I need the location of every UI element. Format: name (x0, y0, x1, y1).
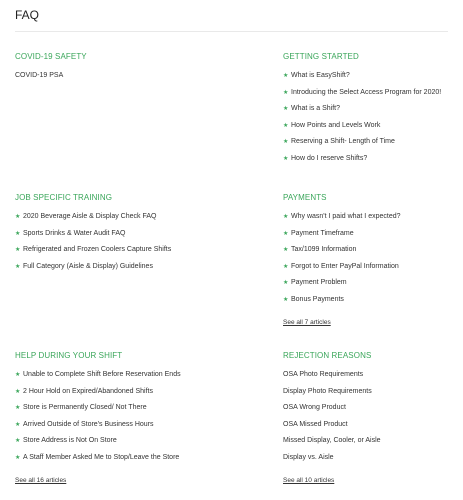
article-link[interactable] (15, 229, 195, 246)
article-link[interactable] (283, 436, 463, 453)
article-link[interactable] (15, 436, 195, 453)
star-icon: ★ (283, 280, 289, 286)
star-icon: ★ (283, 296, 289, 303)
section-rejection-reasons (283, 351, 463, 487)
article-link[interactable] (15, 387, 195, 404)
article-link[interactable] (283, 295, 463, 312)
article-list (15, 71, 195, 88)
star-icon: ★ (15, 263, 21, 270)
article-link[interactable] (15, 71, 195, 88)
article-title: Why wasn't I paid what I expected? (291, 213, 401, 220)
article-link[interactable] (283, 212, 463, 229)
article-title: Display Photo Requirements (283, 387, 372, 395)
article-title: Payment Problem (291, 279, 347, 286)
page-title: FAQ (15, 8, 40, 22)
section-help-during-shift (15, 351, 195, 487)
see-all-link[interactable]: See all 16 articles (15, 477, 67, 484)
section-heading[interactable]: JOB SPECIFIC TRAINING (15, 193, 113, 202)
section-covid-safety (15, 52, 195, 88)
section-heading[interactable]: COVID-19 SAFETY (15, 52, 87, 61)
article-title: A Staff Member Asked Me to Stop/Leave the Store (23, 453, 180, 461)
star-icon: ★ (283, 247, 289, 253)
section-heading[interactable]: PAYMENTS (283, 193, 327, 202)
article-title: How do I reserve Shifts? (291, 154, 368, 162)
article-link[interactable] (15, 453, 195, 470)
star-icon: ★ (15, 372, 21, 378)
article-link[interactable] (283, 278, 463, 295)
article-link[interactable] (15, 245, 195, 262)
star-icon: ★ (15, 230, 21, 237)
article-link[interactable] (283, 387, 463, 404)
article-link[interactable] (15, 262, 195, 279)
article-title: OSA Photo Requirements (283, 371, 364, 378)
article-title: OSA Wrong Product (283, 404, 346, 411)
article-link[interactable] (15, 370, 195, 387)
article-title: What is a Shift? (291, 105, 341, 112)
article-title: Display vs. Aisle (283, 453, 334, 461)
article-link[interactable] (283, 121, 463, 138)
star-icon: ★ (283, 214, 289, 220)
star-icon: ★ (283, 139, 289, 145)
article-link[interactable] (15, 212, 195, 229)
section-heading[interactable]: HELP DURING YOUR SHIFT (15, 351, 123, 360)
star-icon: ★ (15, 214, 21, 220)
article-link[interactable] (283, 453, 463, 470)
star-icon: ★ (283, 73, 289, 79)
article-title: Refrigerated and Frozen Coolers Capture Shifts (23, 246, 172, 253)
star-icon: ★ (15, 454, 21, 461)
article-title: 2020 Beverage Aisle & Display Check FAQ (23, 213, 157, 220)
star-icon: ★ (15, 405, 21, 411)
article-list (15, 212, 195, 278)
article-link[interactable] (283, 154, 463, 171)
section-payments (283, 193, 463, 329)
article-link[interactable] (283, 370, 463, 387)
article-title: Unable to Complete Shift Before Reservation Ends (23, 371, 181, 378)
article-title: Bonus Payments (291, 295, 344, 303)
star-icon: ★ (283, 106, 289, 112)
article-title: Tax/1099 Information (291, 246, 357, 253)
article-title: Introducing the Select Access Program for 2020! (291, 88, 442, 96)
star-icon: ★ (283, 89, 289, 96)
article-title: Forgot to Enter PayPal Information (291, 262, 399, 270)
article-list (283, 212, 463, 311)
section-job-specific-training (15, 193, 195, 278)
see-all-link[interactable]: See all 10 articles (283, 477, 335, 484)
star-icon: ★ (15, 388, 21, 395)
article-title: 2 Hour Hold on Expired/Abandoned Shifts (23, 387, 153, 395)
see-all-link[interactable]: See all 7 articles (283, 319, 331, 326)
section-getting-started (283, 52, 463, 170)
star-icon: ★ (15, 438, 21, 444)
star-icon: ★ (283, 230, 289, 237)
article-title: How Points and Levels Work (291, 121, 381, 129)
article-title: Full Category (Aisle & Display) Guidelines (23, 262, 153, 270)
star-icon: ★ (283, 263, 289, 270)
article-title: Missed Display, Cooler, or Aisle (283, 437, 381, 444)
article-link[interactable] (283, 245, 463, 262)
article-title: COVID-19 PSA (15, 72, 64, 79)
article-title: Payment Timeframe (291, 229, 354, 237)
article-link[interactable] (15, 420, 195, 437)
article-link[interactable] (283, 88, 463, 105)
star-icon: ★ (15, 421, 21, 428)
article-link[interactable] (283, 71, 463, 88)
article-list (283, 71, 463, 170)
article-title: Arrived Outside of Store's Business Hours (23, 420, 154, 428)
star-icon: ★ (283, 155, 289, 162)
article-link[interactable] (283, 262, 463, 279)
article-title: Store Address is Not On Store (23, 437, 117, 444)
article-list (283, 370, 463, 469)
article-title: Store is Permanently Closed/ Not There (23, 404, 147, 411)
article-list (15, 370, 195, 469)
article-title: What is EasyShift? (291, 72, 350, 79)
article-link[interactable] (283, 420, 463, 437)
article-link[interactable] (283, 229, 463, 246)
article-title: Reserving a Shift- Length of Time (291, 138, 395, 145)
article-title: Sports Drinks & Water Audit FAQ (23, 229, 126, 237)
star-icon: ★ (283, 122, 289, 129)
section-heading[interactable]: REJECTION REASONS (283, 351, 372, 360)
article-link[interactable] (283, 403, 463, 420)
title-divider (15, 31, 448, 32)
article-link[interactable] (283, 104, 463, 121)
star-icon: ★ (15, 247, 21, 253)
section-heading[interactable]: GETTING STARTED (283, 52, 359, 61)
article-link[interactable] (283, 137, 463, 154)
article-title: OSA Missed Product (283, 420, 348, 428)
article-link[interactable] (15, 403, 195, 420)
